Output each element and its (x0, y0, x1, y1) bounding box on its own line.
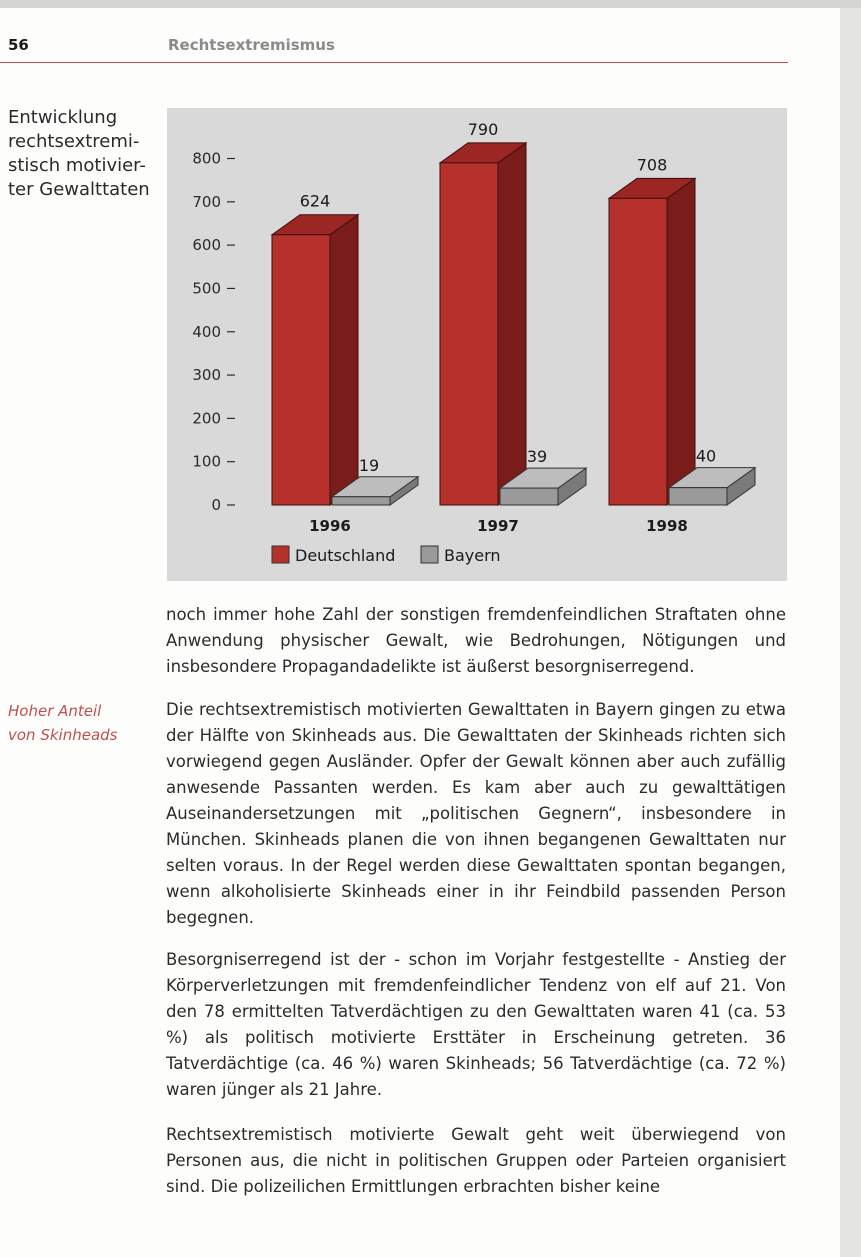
bar-deutschland (609, 198, 667, 505)
figure-caption-line: Entwicklung (8, 107, 118, 128)
bar-deutschland (272, 235, 330, 505)
legend-label-deutschland: Deutschland (295, 546, 396, 565)
y-tick-label: 700 (192, 192, 221, 211)
bar-deutschland-side (498, 143, 526, 505)
figure-caption-line: rechtsextremi- (8, 131, 140, 152)
page-number: 56 (8, 36, 29, 54)
paragraph-text: noch immer hohe Zahl der sonstigen fremdenfeindlichen Straftaten ohne Anwendung physischer Gewalt, wie Bedrohungen, Nötigungen und insbesondere Propagandadelikte ist äußerst besorgniserregend. (166, 605, 786, 676)
bar-bayern (669, 488, 727, 505)
paragraph-text: Die rechtsextremistisch motivierten Gewalttaten in Bayern gingen zu etwa der Hälfte von Skinheads aus. Die Gewalttaten der Skinheads richten sich vorwiegend gegen Ausländer. Opfer der Gewalt können aber auch zufällig anwesende Passanten werden. Es kam aber auch zu gewalttätigen Auseinandersetzungen mit „politischen Gegnern“, insbesondere in München. Skinheads planen die von ihnen begangenen Gewalttaten nur selten voraus. In der Regel werden diese Gewalttaten spontan begangen, wenn alkoholisierte Skinheads einer in ihr Feindbild passenden Person begegnen. (166, 700, 786, 927)
y-tick-label: 400 (192, 322, 221, 341)
y-tick-label: 200 (192, 409, 221, 428)
data-label-bayern: 40 (695, 446, 717, 466)
y-tick-label: 500 (192, 279, 221, 298)
page-top-edge (0, 0, 861, 8)
paragraph-1 (166, 602, 786, 680)
figure-caption (8, 106, 158, 202)
paragraph-2 (166, 697, 786, 931)
bar-chart-svg (167, 108, 787, 581)
legend-swatch-bayern (421, 546, 438, 563)
paragraph-3 (166, 947, 786, 1103)
data-label-bayern: 19 (358, 455, 380, 475)
y-tick-label: 300 (192, 366, 221, 385)
bar-bayern (332, 497, 390, 505)
data-label-deutschland: 624 (299, 191, 331, 211)
figure-caption-line: stisch motivier- (8, 155, 146, 176)
legend-label-bayern: Bayern (444, 546, 501, 565)
paragraph-text: Rechtsextremistisch motivierte Gewalt geht weit überwiegend von Personen aus, die nicht in politischen Gruppen oder Parteien organisiert sind. Die polizeilichen Ermittlungen erbrachten bisher keine (166, 1125, 786, 1196)
data-label-deutschland: 790 (467, 119, 499, 139)
bar-chart (167, 108, 787, 581)
legend-swatch-deutschland (272, 546, 289, 563)
bar-deutschland-side (330, 215, 358, 505)
y-tick-label: 600 (192, 236, 221, 255)
running-title: Rechtsextremismus (168, 36, 335, 54)
figure-caption-line: ter Gewalttaten (8, 179, 150, 200)
y-tick-label: 800 (192, 149, 221, 168)
data-label-bayern: 39 (526, 447, 548, 467)
y-tick-label: 100 (192, 452, 221, 471)
margin-note-line: Hoher Anteil (8, 702, 102, 720)
paragraph-4 (166, 1122, 786, 1200)
x-category-label: 1997 (477, 517, 519, 535)
paragraph-text: Besorgniserregend ist der - schon im Vorjahr festgestellte - Anstieg der Körperverletzungen mit fremdenfeindlicher Tendenz von elf auf 21. Von den 78 ermittelten Tatverdächtigen zu den Gewalttaten waren 41 (ca. 53 %) als politisch motivierte Ersttäter in Erscheinung getreten. 36 Tatverdächtige (ca. 46 %) waren Skinheads; 56 Tatverdächtige (ca. 72 %) waren jünger als 21 Jahre. (166, 950, 786, 1099)
margin-note (8, 699, 158, 747)
x-category-label: 1996 (309, 517, 351, 535)
bar-deutschland (440, 163, 498, 505)
margin-note-line: von Skinheads (8, 726, 118, 744)
bar-bayern (500, 488, 558, 505)
data-label-deutschland: 708 (636, 155, 668, 175)
y-tick-label: 0 (211, 496, 221, 514)
x-category-label: 1998 (646, 517, 688, 535)
header-rule (0, 62, 788, 63)
bar-deutschland-side (667, 178, 695, 505)
